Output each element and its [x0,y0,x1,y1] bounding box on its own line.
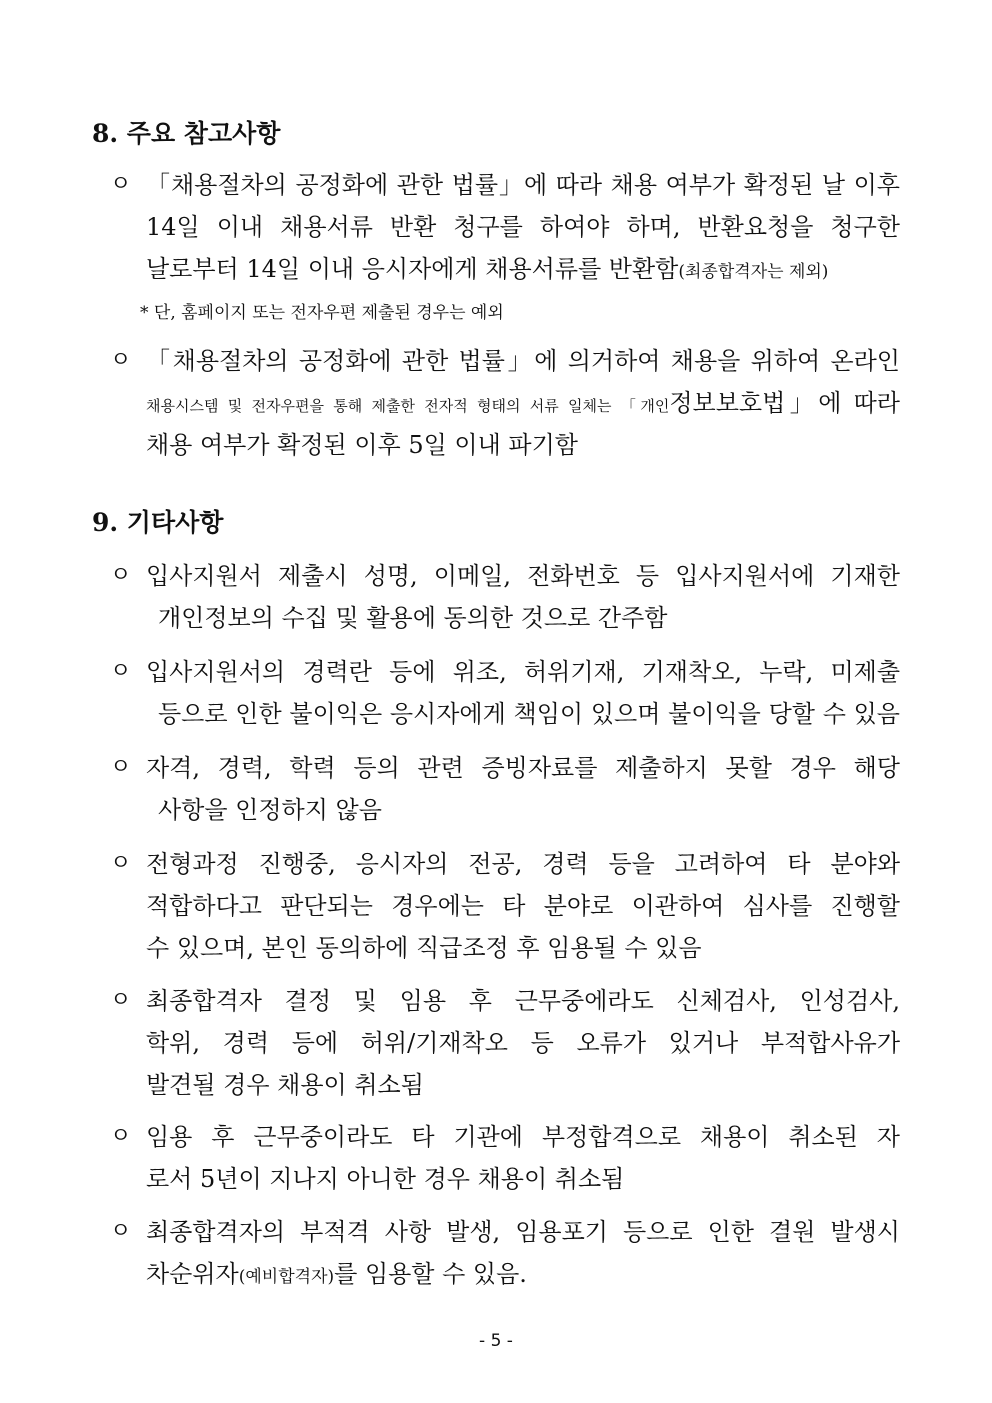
section-9-title: 9. 기타사항 [92,508,224,537]
bullet-marker: ㅇ [110,988,132,1013]
text-line [146,248,900,290]
text-line: 입사지원서 제출시 성명, 이메일, 전화번호 등 입사지원서에 기재한 [146,562,900,590]
text-line: 로서 5년이 지나지 아니한 경우 채용이 취소됨 [146,1165,625,1193]
text-line: 발견될 경우 채용이 취소됨 [146,1071,424,1099]
bullet-marker: ㅇ [110,755,132,780]
text-line: 수 있으며, 본인 동의하에 직급조정 후 임용될 수 있음 [146,934,702,962]
text-line: 최종합격자의 부적격 사항 발생, 임용포기 등으로 인한 결원 발생시 [146,1218,900,1246]
text-line: 등으로 인한 불이익은 응시자에게 책임이 있으며 불이익을 당할 수 있음 [158,700,900,728]
note-text: * 단, 홈페이지 또는 전자우편 제출된 경우는 예외 [140,303,504,323]
bullet-marker: ㅇ [110,1219,132,1244]
text-line: 적합하다고 판단되는 경우에는 타 분야로 이관하여 심사를 진행할 [146,892,900,920]
text-line: 학위, 경력 등에 허위/기재착오 등 오류가 있거나 부적합사유가 [146,1029,900,1057]
text-line [146,382,900,424]
text-line: 개인정보의 수집 및 활용에 동의한 것으로 간주함 [158,604,668,632]
bullet-marker: ㅇ [110,1124,132,1149]
text-line: 「채용절차의 공정화에 관한 법률」에 따라 채용 여부가 확정된 날 이후 [146,171,900,199]
text-line: 사항을 인정하지 않음 [158,796,382,824]
text-line: 전형과정 진행중, 응시자의 전공, 경력 등을 고려하여 타 분야와 [146,850,900,878]
section-8-title: 8. 주요 참고사항 [92,119,281,148]
text-run-small: (최종합격자는 제외) [678,262,829,282]
page-number: - 5 - [479,1331,513,1351]
bullet-marker: ㅇ [110,851,132,876]
bullet-marker: ㅇ [110,659,132,684]
text-run: 날로부터 14일 이내 응시자에게 채용서류를 반환함 [146,255,679,283]
text-line: 입사지원서의 경력란 등에 위조, 허위기재, 기재착오, 누락, 미제출 [146,658,900,686]
text-line: 자격, 경력, 학력 등의 관련 증빙자료를 제출하지 못할 경우 해당 [146,754,900,782]
text-line: 채용 여부가 확정된 이후 5일 이내 파기함 [146,431,578,459]
text-line: 최종합격자 결정 및 임용 후 근무중에라도 신체검사, 인성검사, [146,987,900,1015]
text-line: 임용 후 근무중이라도 타 기관에 부정합격으로 채용이 취소된 자 [146,1123,900,1151]
text-run: 를 임용할 수 있음. [334,1260,527,1288]
text-line: 14일 이내 채용서류 반환 청구를 하여야 하며, 반환요청을 청구한 [146,213,900,241]
text-line [146,1253,900,1295]
text-run-small: (예비합격자) [238,1267,335,1287]
bullet-marker: ㅇ [110,563,132,588]
bullet-marker: ㅇ [110,172,132,197]
text-run: 차순위자 [146,1260,239,1288]
text-line: 「채용절차의 공정화에 관한 법률」에 의거하여 채용을 위하여 온라인 [146,347,900,375]
text-run: 정보보호법」에 따라 [669,389,900,417]
text-run-small: 채용시스템 및 전자우편을 통해 제출한 전자적 형태의 서류 일체는 「개인 [146,397,670,415]
bullet-marker: ㅇ [110,348,132,373]
